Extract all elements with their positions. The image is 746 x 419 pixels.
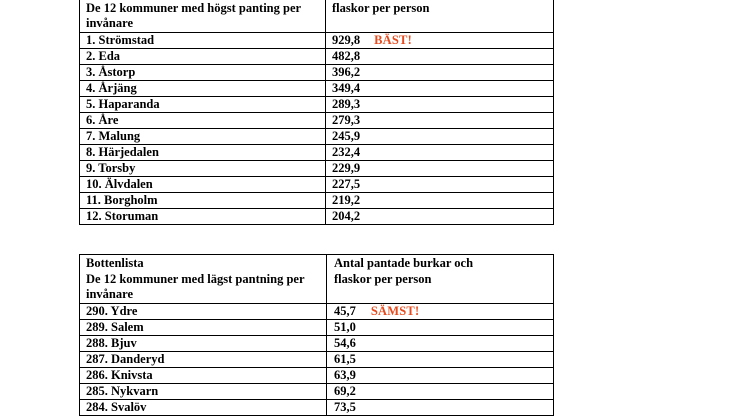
bottom-list-description: De 12 kommuner med lägst pantning per invånare — [86, 271, 305, 301]
kommun-cell: 11. Borgholm — [80, 192, 326, 208]
value-cell: 69,2 — [327, 383, 554, 399]
kommun-cell: 1. Strömstad — [80, 32, 326, 48]
value-text: 929,8 — [332, 32, 361, 47]
bottom-list-title: Bottenlista — [86, 256, 144, 270]
bottom-list-table — [79, 254, 554, 416]
kommun-cell: 3. Åstorp — [80, 64, 326, 80]
kommun-cell: 287. Danderyd — [80, 351, 327, 367]
table-row — [80, 32, 554, 48]
top-list-value-header-cell — [326, 0, 554, 32]
table-row — [80, 144, 554, 160]
kommun-cell: 284. Svalöv — [80, 399, 327, 415]
table-header-row — [80, 255, 554, 304]
value-cell: 279,3 — [326, 112, 554, 128]
table-row — [80, 351, 554, 367]
top-list-description: De 12 kommuner med högst panting per invånare — [86, 0, 301, 30]
table-header-row — [80, 0, 554, 32]
kommun-cell: 4. Årjäng — [80, 80, 326, 96]
table-row — [80, 383, 554, 399]
table-row — [80, 208, 554, 224]
value-cell: 204,2 — [326, 208, 554, 224]
top-list-header-cell — [80, 0, 326, 32]
value-cell: 396,2 — [326, 64, 554, 80]
table-row — [80, 335, 554, 351]
value-cell: 245,9 — [326, 128, 554, 144]
table-row — [80, 48, 554, 64]
kommun-cell: 290. Ydre — [80, 303, 327, 319]
kommun-cell: 5. Haparanda — [80, 96, 326, 112]
value-header-line-2: flaskor per person — [334, 271, 432, 286]
kommun-cell: 288. Bjuv — [80, 335, 327, 351]
bottom-list-header-cell — [80, 255, 327, 304]
table-row — [80, 176, 554, 192]
kommun-cell: 6. Åre — [80, 112, 326, 128]
kommun-cell: 289. Salem — [80, 319, 327, 335]
value-header-line-1: Antal pantade burkar och — [334, 256, 474, 270]
table-row — [80, 128, 554, 144]
value-cell: 63,9 — [327, 367, 554, 383]
value-header-line-2: flaskor per person — [332, 0, 430, 15]
value-cell: 73,5 — [327, 399, 554, 415]
table-row — [80, 192, 554, 208]
kommun-cell: 12. Storuman — [80, 208, 326, 224]
top-list-table — [79, 0, 554, 225]
value-cell — [326, 32, 554, 48]
value-cell: 229,9 — [326, 160, 554, 176]
value-cell: 54,6 — [327, 335, 554, 351]
table-row — [80, 96, 554, 112]
bottom-list-value-header-cell — [327, 255, 554, 304]
value-cell: 349,4 — [326, 80, 554, 96]
value-cell: 61,5 — [327, 351, 554, 367]
table-row — [80, 160, 554, 176]
value-cell: 482,8 — [326, 48, 554, 64]
table-row — [80, 367, 554, 383]
kommun-cell: 8. Härjedalen — [80, 144, 326, 160]
table-row — [80, 80, 554, 96]
kommun-cell: 10. Älvdalen — [80, 176, 326, 192]
table-row — [80, 303, 554, 319]
kommun-cell: 9. Torsby — [80, 160, 326, 176]
value-cell: 219,2 — [326, 192, 554, 208]
kommun-cell: 7. Malung — [80, 128, 326, 144]
table-row — [80, 112, 554, 128]
kommun-cell: 285. Nykvarn — [80, 383, 327, 399]
table-row — [80, 399, 554, 415]
value-cell: 289,3 — [326, 96, 554, 112]
table-row — [80, 64, 554, 80]
table-row — [80, 319, 554, 335]
value-text: 45,7 — [334, 303, 356, 318]
value-cell — [327, 303, 554, 319]
kommun-cell: 286. Knivsta — [80, 367, 327, 383]
best-badge: BÄST! — [374, 32, 412, 47]
value-cell: 232,4 — [326, 144, 554, 160]
kommun-cell: 2. Eda — [80, 48, 326, 64]
value-cell: 51,0 — [327, 319, 554, 335]
value-cell: 227,5 — [326, 176, 554, 192]
worst-badge: SÄMST! — [370, 303, 420, 318]
